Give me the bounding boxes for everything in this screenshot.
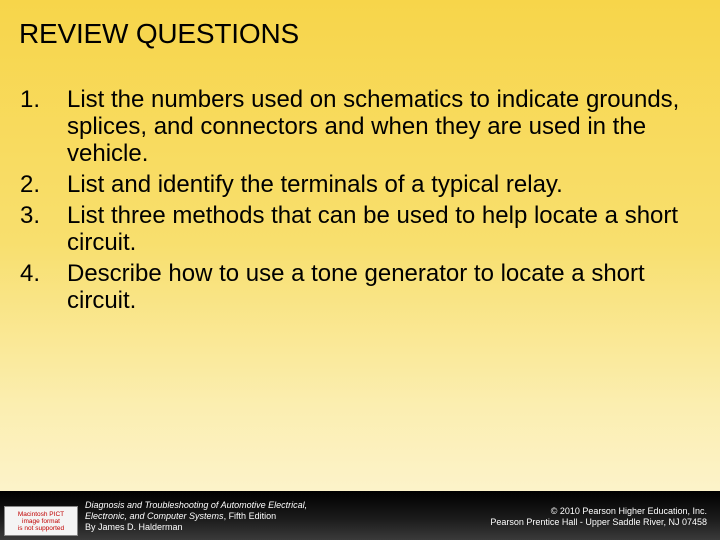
question-item	[20, 86, 700, 167]
book-title-line1: Diagnosis and Troubleshooting of Automotive Electrical,	[85, 500, 308, 510]
footer-bar	[0, 491, 720, 540]
copyright-notice	[490, 506, 707, 528]
question-number: 3.	[20, 202, 41, 229]
question-text: Describe how to use a tone generator to locate a short circuit.	[67, 260, 645, 314]
question-item	[20, 202, 700, 256]
placeholder-line: is not supported	[17, 525, 65, 532]
book-author: By James D. Halderman	[85, 522, 183, 532]
copyright-line2: Pearson Prentice Hall - Upper Saddle River, NJ 07458	[490, 517, 707, 527]
question-number: 1.	[20, 86, 41, 113]
question-text: List the numbers used on schematics to indicate grounds, splices, and connectors and when they are used in the vehicle.	[67, 86, 680, 167]
placeholder-line: Macintosh PICT	[17, 511, 65, 518]
book-title-line2: Electronic, and Computer Systems	[85, 511, 224, 521]
question-list	[20, 86, 700, 318]
copyright-line1: © 2010 Pearson Higher Education, Inc.	[550, 506, 707, 516]
slide-title: REVIEW QUESTIONS	[19, 18, 299, 49]
book-edition: , Fifth Edition	[223, 511, 277, 521]
question-text: List three methods that can be used to help locate a short circuit.	[67, 202, 679, 256]
question-text: List and identify the terminals of a typical relay.	[67, 171, 563, 198]
question-number: 4.	[20, 260, 41, 287]
question-item	[20, 171, 700, 198]
unsupported-image-placeholder	[4, 506, 78, 536]
question-number: 2.	[20, 171, 41, 198]
placeholder-line: image format	[22, 518, 60, 525]
question-item	[20, 260, 700, 314]
book-citation	[85, 500, 307, 533]
